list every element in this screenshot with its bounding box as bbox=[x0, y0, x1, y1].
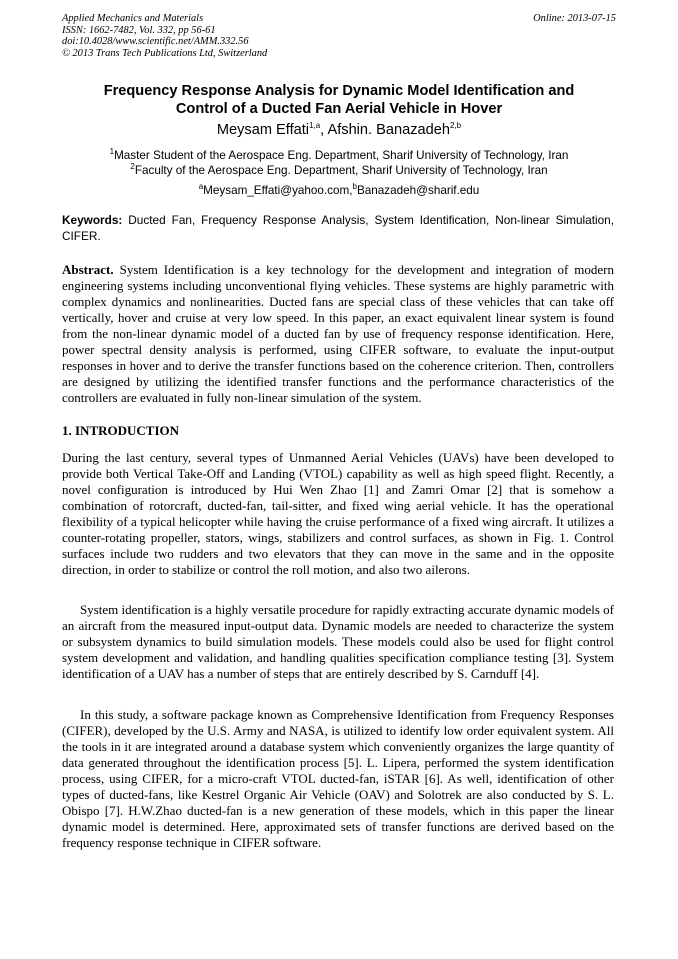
title-line-1: Frequency Response Analysis for Dynamic Model Identification and bbox=[103, 83, 575, 99]
author-list bbox=[62, 121, 616, 139]
copyright-notice: © 2013 Trans Tech Publications Ltd, Switzerland bbox=[62, 47, 268, 59]
title-line-2: Control of a Ducted Fan Aerial Vehicle in Hover bbox=[175, 101, 503, 117]
email-link[interactable]: Banazadeh@sharif.edu bbox=[356, 184, 480, 197]
affiliations bbox=[62, 149, 616, 178]
email-marker: a bbox=[198, 182, 204, 192]
keywords-text: Ducted Fan, Frequency Response Analysis, System Identification, Non-linear Simulation, CIFER. bbox=[62, 213, 614, 243]
affiliation-item bbox=[62, 161, 616, 179]
paragraph: System identification is a highly versatile procedure for rapidly extracting accurate dynamic models of an aircraft from the measured input-output data. Dynamic models are needed to characterize the system or subsystem dynamics to build simulation models. These models could also be used for flight control system development and validation, and handling qualities specification compliance testing [3]. System identification of a UAV has a number of steps that are entirely described by S. Carnduff [4]. bbox=[62, 602, 614, 681]
keywords bbox=[62, 212, 614, 244]
author-name: Afshin. Banazadeh bbox=[327, 122, 450, 138]
email-link[interactable]: Meysam_Effati@yahoo.com, bbox=[203, 184, 353, 197]
affiliation-text: Master Student of the Aerospace Eng. Department, Sharif University of Technology, Iran bbox=[114, 149, 569, 162]
issn-volume-pages: ISSN: 1662-7482, Vol. 332, pp 56-61 bbox=[62, 24, 216, 36]
affiliation-item bbox=[62, 149, 616, 164]
author-separator: , bbox=[320, 122, 328, 138]
affiliation-text: Faculty of the Aerospace Eng. Department, Sharif University of Technology, Iran bbox=[134, 163, 548, 177]
paragraph: In this study, a software package known as Comprehensive Identification from Frequency Responses (CIFER), developed by the U.S. Army and NASA, is utilized to identify low order equivalent system. All the tools in it are integrated around a database system which conveniently organizes the large quantity of data generated throughout the identification process [5]. L. Lipera, performed the system identification process, using CIFER, for a micro-craft VTOL ducted-fan, iSTAR [6]. As well, identification of other types of ducted-fans, like Kestrel Organic Air Vehicle (OAV) and Solotrek are also conducted by S. L. Obispo [7]. H.W.Zhao ducted-fan is a new generation of these models, which in this paper the linear dynamic model is determined. Here, approximated sets of transfer functions are derived based on the frequency response technique in CIFER software. bbox=[62, 707, 614, 850]
abstract-label: Abstract. bbox=[62, 262, 114, 277]
section-heading-introduction: 1. INTRODUCTION bbox=[62, 423, 180, 438]
doi-link[interactable]: doi:10.4028/www.scientific.net/AMM.332.56 bbox=[62, 36, 249, 48]
abstract bbox=[62, 262, 614, 406]
author-affiliation-marker: 1,a bbox=[309, 121, 321, 131]
email-marker: b bbox=[352, 182, 357, 192]
author-name: Meysam Effati bbox=[216, 122, 310, 138]
author-emails bbox=[62, 184, 616, 199]
journal-name: Applied Mechanics and Materials bbox=[62, 13, 204, 24]
paragraph: During the last century, several types of Unmanned Aerial Vehicles (UAVs) have been developed to provide both Vertical Take-Off and Landing (VTOL) capability as well as high speed flight. Recently, a novel configuration is introduced by Hui Wen Zhao [1] and Zamri Omar [2] that is somehow a combination of rotorcraft, ducted-fan, tail-sitter, and fixed wing aerial vehicle. It has the operational flexibility of a typical helicopter while having the cruise performance of a fixed wing aircraft. It utilizes a counter-rotating propeller, stators, wings, stabilizers and control surfaces, as shown in Fig. 1. Control surfaces include two rudders and two elevators that they can move in the same and in the opposite direction, in order to stabilize or control the roll motion, and also two ailerons. bbox=[62, 450, 614, 577]
paper-title bbox=[62, 82, 616, 118]
publication-info bbox=[62, 13, 267, 59]
online-date: Online: 2013-07-15 bbox=[533, 13, 616, 24]
affiliation-marker: 2 bbox=[130, 161, 135, 171]
affiliation-marker: 1 bbox=[109, 147, 115, 157]
keywords-label: Keywords: bbox=[62, 213, 123, 227]
author-affiliation-marker: 2,b bbox=[450, 121, 462, 131]
abstract-text: System Identification is a key technology for the development and integration of modern engineering systems including unconventional flying vehicles. These systems are highly parametric with complex dynamics and nonlinearities. Ducted fans are special class of these vehicles that can take off vertically, hover and cruise at very low speed. In this paper, an exact equivalent linear system is found from the non-linear dynamic model of a ducted fan by use of frequency response identification. Here, power spectral density analysis is performed, using CIFER software, to evaluate the input-output responses in hover and to derive the transfer functions based on the coherence criterion. Then, controllers are designed by utilizing the identified transfer functions and the performance characteristics of the controllers are evaluated in fully non-linear simulation of the system. bbox=[62, 262, 614, 405]
